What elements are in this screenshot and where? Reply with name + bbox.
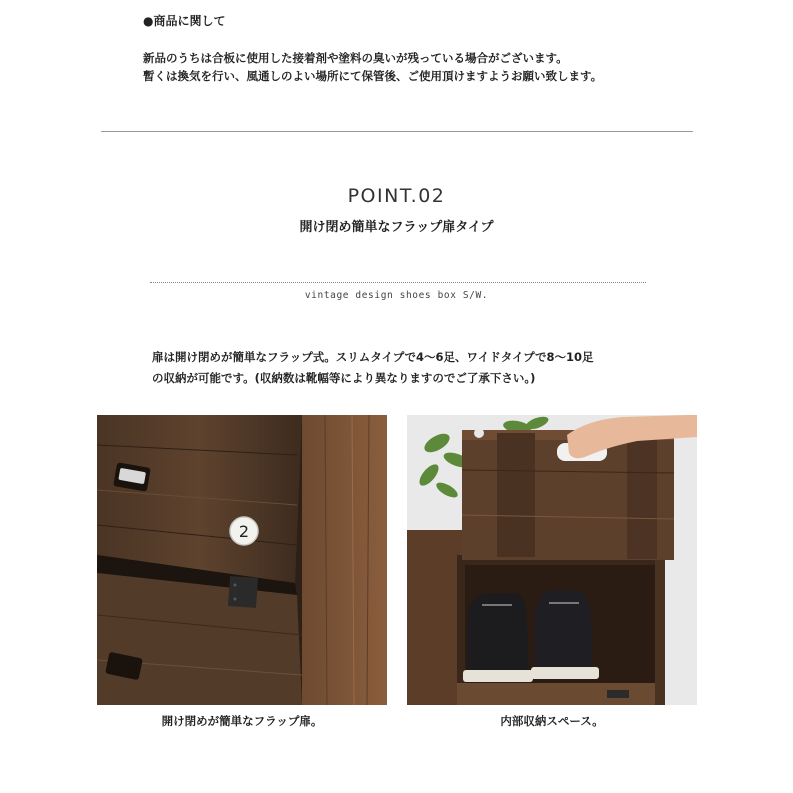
dotted-divider — [150, 282, 646, 283]
description-line-1: 扉は開け閉めが簡単なフラップ式。スリムタイプで4～6足、ワイドタイプで8～10足 — [152, 350, 594, 364]
notice-line-2: 暫くは換気を行い、風通しのよい場所にて保管後、ご使用頂けますようお願い致します。 — [143, 69, 603, 83]
notice-heading: ●商品に関して — [143, 14, 226, 28]
inner-storage-caption: 内部収納スペース。 — [500, 714, 604, 728]
feature-description — [152, 347, 593, 389]
section-divider — [101, 131, 693, 132]
flap-door-caption: 開け閉めが簡単なフラップ扉。 — [161, 714, 323, 728]
flap-door-photo — [97, 415, 387, 705]
inner-storage-illustration — [407, 415, 697, 705]
notice-body — [143, 49, 602, 85]
point-title: POINT.02 — [347, 185, 446, 207]
product-tagline: vintage design shoes box S/W. — [304, 290, 489, 301]
flap-door-illustration — [97, 415, 387, 705]
door-number: 2 — [238, 522, 250, 541]
inner-storage-photo — [407, 415, 697, 705]
point-subtitle: 開け閉め簡単なフラップ扉タイプ — [299, 220, 494, 235]
notice-line-1: 新品のうちは合板に使用した接着剤や塗料の臭いが残っている場合がございます。 — [143, 51, 568, 65]
description-line-2: の収納が可能です。(収納数は靴幅等により異なりますのでご了承下さい。) — [152, 371, 536, 385]
